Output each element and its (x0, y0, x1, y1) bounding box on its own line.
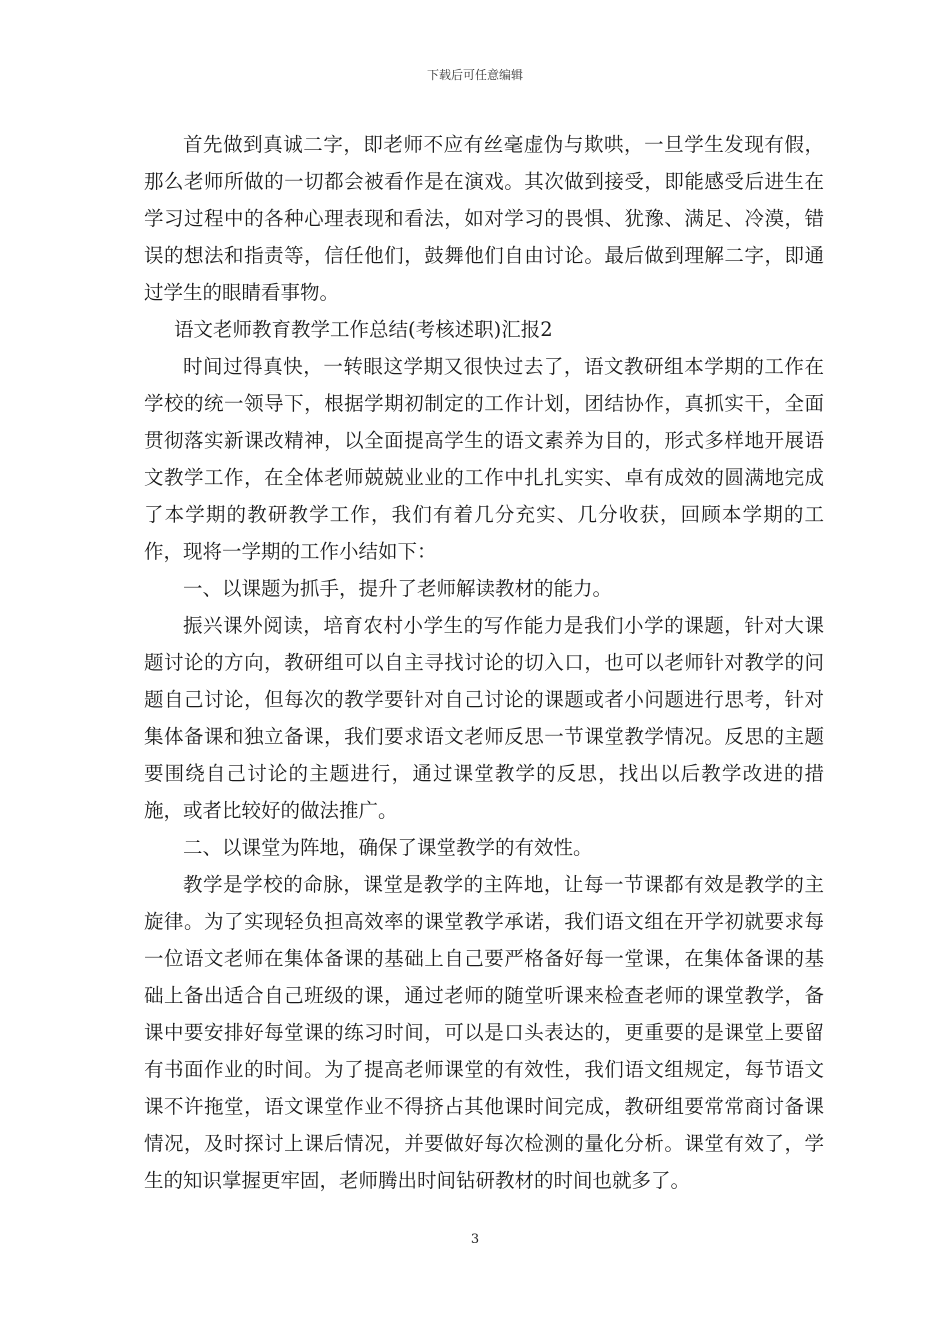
document-body (144, 126, 824, 1199)
paragraph-sincerity: 首先做到真诚二字，即老师不应有丝毫虚伪与欺哄，一旦学生发现有假，那么老师所做的一切都会被看作是在演戏。其次做到接受，即能感受后进生在学习过程中的各种心理表现和看法，如对学习的畏惧、犹豫、满足、冷漠，错误的想法和指责等，信任他们，鼓舞他们自由讨论。最后做到理解二字，即通过学生的眼睛看事物。 (144, 133, 824, 304)
page-header: 下载后可任意编辑 (426, 68, 523, 82)
page-number: 3 (470, 1232, 480, 1247)
section-title: 语文老师教育教学工作总结(考核述职)汇报2 (174, 318, 553, 341)
heading-two: 二、以课堂为阵地，确保了课堂教学的有效性。 (183, 836, 593, 859)
heading-one: 一、以课题为抓手，提升了老师解读教材的能力。 (183, 577, 613, 600)
paragraph-topic: 振兴课外阅读，培育农村小学生的写作能力是我们小学的课题，针对大课题讨论的方向，教研组可以自主寻找讨论的切入口，也可以老师针对教学的问题自己讨论，但每次的教学要针对自己讨论的课题或者小问题进行思考，针对集体备课和独立备课，我们要求语文老师反思一节课堂教学情况。反思的主题要围绕自己讨论的主题进行，通过课堂教学的反思，找出以后教学改进的措施，或者比较好的做法推广。 (144, 614, 824, 822)
paragraph-intro: 时间过得真快，一转眼这学期又很快过去了，语文教研组本学期的工作在学校的统一领导下，根据学期初制定的工作计划，团结协作，真抓实干，全面贯彻落实新课改精神，以全面提高学生的语文素养为目的，形式多样地开展语文教学工作，在全体老师兢兢业业的工作中扎扎实实、卓有成效的圆满地完成了本学期的教研教学工作，我们有着几分充实、几分收获，回顾本学期的工作，现将一学期的工作小结如下： (144, 355, 824, 563)
paragraph-classroom: 教学是学校的命脉，课堂是教学的主阵地，让每一节课都有效是教学的主旋律。为了实现轻负担高效率的课堂教学承诺，我们语文组在开学初就要求每一位语文老师在集体备课的基础上自己要严格备好每一堂课，在集体备课的基础上备出适合自己班级的课，通过老师的随堂听课来检查老师的课堂教学，备课中要安排好每堂课的练习时间，可以是口头表达的，更重要的是课堂上要留有书面作业的时间。为了提高老师课堂的有效性，我们语文组规定，每节语文课不许拖堂，语文课堂作业不得挤占其他课时间完成，教研组要常常商讨备课情况，及时探讨上课后情况，并要做好每次检测的量化分析。课堂有效了，学生的知识掌握更牢固，老师腾出时间钻研教材的时间也就多了。 (144, 873, 824, 1192)
